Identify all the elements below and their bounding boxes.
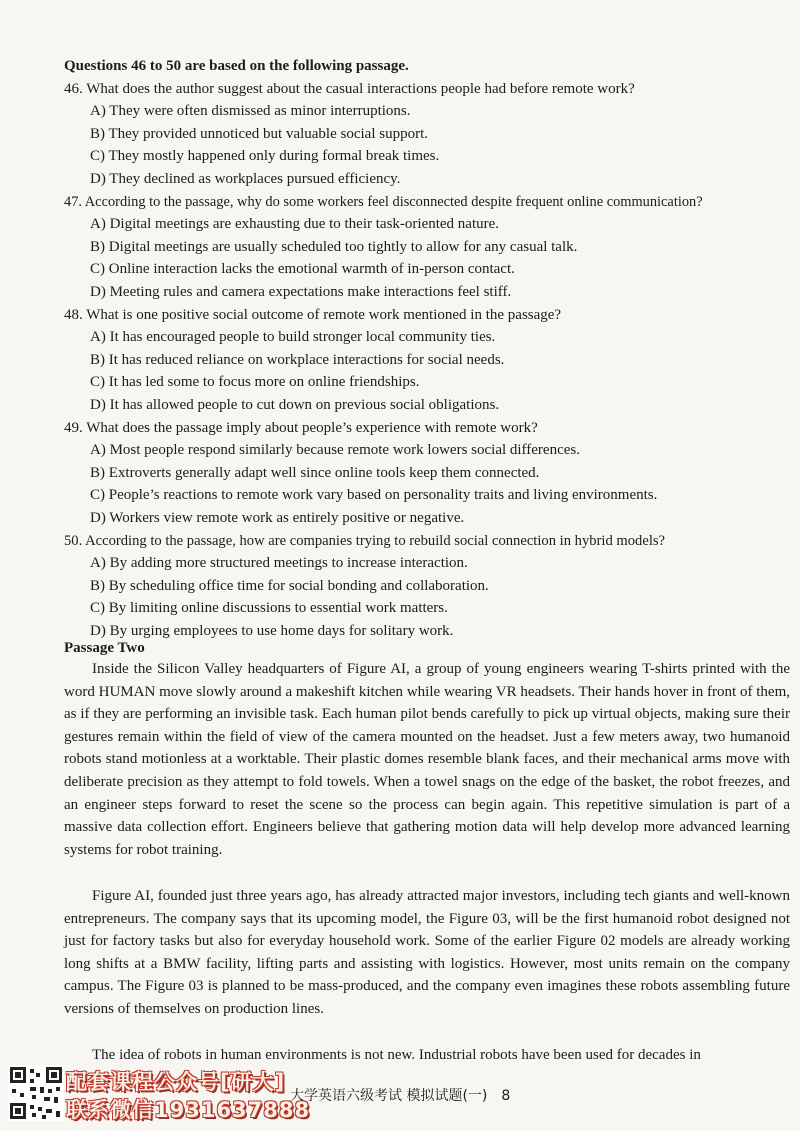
question-47-option-d: D) Meeting rules and camera expectations make interactions feel stiff.	[90, 284, 512, 300]
question-46-stem: 46. What does the author suggest about the casual interactions people had before remote work?	[64, 81, 635, 97]
question-48-stem: 48. What is one positive social outcome of remote work mentioned in the passage?	[64, 307, 562, 323]
passage-paragraph-2	[64, 885, 790, 1021]
question-48-option-a: A) It has encouraged people to build stronger local community ties.	[90, 329, 496, 345]
question-49-option-d: D) Workers view remote work as entirely positive or negative.	[90, 510, 465, 526]
passage-paragraph-3	[64, 1044, 790, 1067]
page-footer	[290, 1085, 510, 1105]
question-46-option-a: A) They were often dismissed as minor interruptions.	[90, 103, 411, 119]
qr-code-icon	[8, 1065, 64, 1121]
paragraph-2-text: Figure AI, founded just three years ago, has already attracted major investors, including tech giants and well-known entrepreneurs. The company says that its upcoming model, the Figure 03, will be the first humanoid robot designed not just for factory tasks but also for everyday household work. Some of the earlier Figure 02 models are already working long shifts at a BMW facility, lifting parts and assisting with logistics. However, most units remain on the company campus. The Figure 03 is planned to be mass-produced, and the company even imagines these robots assembling future versions of themselves on production lines.	[64, 888, 790, 1017]
passage-paragraph-1	[64, 658, 790, 861]
question-50-stem: 50. According to the passage, how are companies trying to rebuild social connection in hybrid models?	[64, 533, 666, 549]
question-50-option-b: B) By scheduling office time for social bonding and collaboration.	[90, 578, 489, 594]
footer-title: 大学英语六级考试 模拟试题(一)	[290, 1088, 488, 1104]
question-50-option-d: D) By urging employees to use home days for solitary work.	[90, 623, 454, 639]
question-48-option-b: B) It has reduced reliance on workplace interactions for social needs.	[90, 352, 505, 368]
question-46-option-b: B) They provided unnoticed but valuable social support.	[90, 126, 428, 142]
question-49-option-a: A) Most people respond similarly because remote work lowers social differences.	[90, 442, 580, 458]
question-50-option-a: A) By adding more structured meetings to increase interaction.	[90, 555, 468, 571]
section-heading: Questions 46 to 50 are based on the following passage.	[64, 58, 409, 74]
question-47-option-c: C) Online interaction lacks the emotional warmth of in-person contact.	[90, 261, 515, 277]
paragraph-1-text: Inside the Silicon Valley headquarters of Figure AI, a group of young engineers wearing T-shirts printed with the word HUMAN move slowly around a makeshift kitchen while wearing VR headsets. Their hands hover in front of them, as if they are performing an invisible task. Each human pilot bends carefully to pick up virtual objects, making sure their gestures remain within the field of view of the camera mounted on the headset. Just a few meters away, two humanoid robots stand motionless at a worktable. Their plastic domes resemble blank faces, and their mechanical arms move with deliberate precision as they attempt to fold towels. When a towel snags on the edge of the basket, the robot freezes, and an engineer steps forward to reset the scene so the process can begin again. This repetitive simulation is part of a massive data collection effort. Engineers believe that gathering motion data will help develop more advanced learning systems for robot training.	[64, 661, 790, 858]
question-48-option-c: C) It has led some to focus more on online friendships.	[90, 374, 420, 390]
watermark-line-2: 联系微信1931637888	[66, 1098, 311, 1122]
question-49-stem: 49. What does the passage imply about people’s experience with remote work?	[64, 420, 538, 436]
paragraph-3-text: The idea of robots in human environments is not new. Industrial robots have been used for decades in	[92, 1047, 701, 1063]
question-50-option-c: C) By limiting online discussions to essential work matters.	[90, 600, 448, 616]
passage-title: Passage Two	[64, 640, 145, 656]
question-49-option-b: B) Extroverts generally adapt well since online tools keep them connected.	[90, 465, 540, 481]
question-46-option-c: C) They mostly happened only during formal break times.	[90, 148, 440, 164]
question-47-option-a: A) Digital meetings are exhausting due to their task-oriented nature.	[90, 216, 500, 232]
question-46-option-d: D) They declined as workplaces pursued efficiency.	[90, 171, 401, 187]
question-48-option-d: D) It has allowed people to cut down on previous social obligations.	[90, 397, 500, 413]
question-47-option-b: B) Digital meetings are usually scheduled too tightly to allow for any casual talk.	[90, 239, 578, 255]
page-number: 8	[501, 1088, 511, 1104]
watermark-line-1: 配套课程公众号[研大]	[66, 1070, 286, 1094]
question-47-stem: 47. According to the passage, why do some workers feel disconnected despite frequent online communication?	[64, 194, 703, 210]
question-49-option-c: C) People’s reactions to remote work vary based on personality traits and living environments.	[90, 487, 658, 503]
